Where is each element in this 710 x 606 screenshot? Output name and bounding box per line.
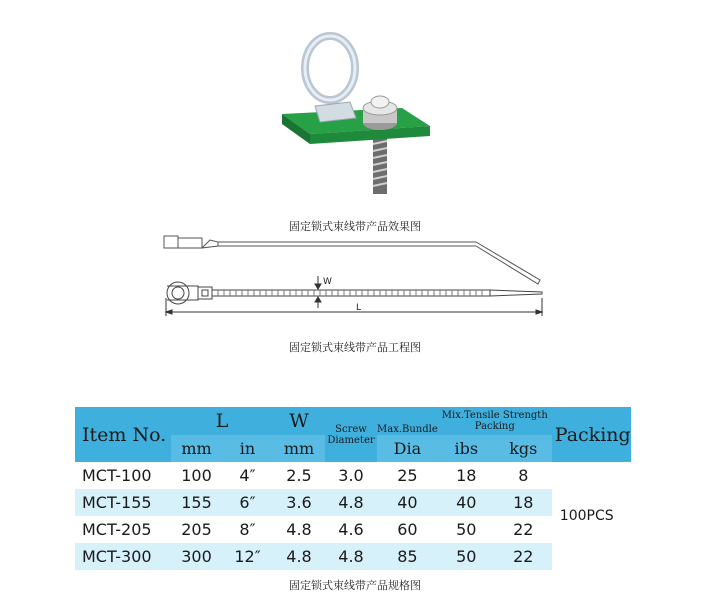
screw-head [363,96,397,130]
caption-engineering: 固定锁式束线带产品工程图 [289,341,421,354]
spec-table [75,407,631,570]
table-header-row-1 [75,407,631,435]
cell-item: MCT-300 [82,547,152,566]
cable-tie-loop [305,36,356,122]
cell-kgs: 22 [513,520,534,539]
cell-dia: 40 [397,493,418,512]
cell-screw: 3.0 [338,466,364,485]
cell-lbs: 40 [456,493,477,512]
cell-lbs: 50 [456,547,477,566]
cell-packing: 100PCS [552,462,631,570]
cell-kgs: 18 [513,493,534,512]
header-bundle-dia: Dia [377,435,438,462]
cell-kgs: 22 [513,547,534,566]
header-length-mm: mm [171,435,222,462]
cell-lbs: 18 [456,466,477,485]
caption-effect: 固定锁式束线带产品效果图 [289,220,421,233]
cell-mm: 300 [181,547,212,566]
cell-in: 8″ [239,520,256,539]
cell-screw: 4.6 [338,520,364,539]
cell-dia: 25 [397,466,418,485]
header-max-bundle: Max.Bundle [377,407,438,435]
header-item-no: Item No. [75,407,171,462]
tie-top-view [167,282,542,304]
cell-w: 4.8 [286,547,312,566]
width-label: W [323,277,332,287]
cell-screw: 4.8 [338,547,364,566]
product-illustration [270,28,440,198]
length-label: L [356,303,362,313]
screw-thread [373,138,387,194]
cell-item: MCT-205 [82,520,152,539]
cell-mm: 100 [181,466,212,485]
caption-spec: 固定锁式束线带产品规格图 [289,579,421,592]
cell-item: MCT-100 [82,466,152,485]
header-packing: Packing [552,407,631,462]
header-screw-diameter: Screw Diameter [325,407,377,462]
length-dimension [166,298,542,316]
cell-w: 2.5 [286,466,312,485]
header-length-in: in [222,435,273,462]
header-width-mm: mm [273,435,325,462]
table-row [75,543,631,570]
cell-lbs: 50 [456,520,477,539]
tie-teeth [218,290,482,296]
cell-item: MCT-155 [82,493,152,512]
cell-in: 12″ [234,547,261,566]
header-tensile-kgs: kgs [495,435,552,462]
header-tensile: Mix.Tensile Strength Packing [438,407,552,435]
tie-side-view [164,236,540,284]
cell-in: 6″ [239,493,256,512]
cell-dia: 85 [397,547,418,566]
cell-screw: 4.8 [338,493,364,512]
cell-w: 4.8 [286,520,312,539]
cell-w: 3.6 [286,493,312,512]
cell-in: 4″ [239,466,256,485]
cell-dia: 60 [397,520,418,539]
header-tensile-lbs: ibs [438,435,495,462]
engineering-drawing [158,226,550,326]
cell-mm: 205 [181,520,212,539]
cell-mm: 155 [181,493,212,512]
cell-kgs: 8 [518,466,529,485]
header-length: L [171,407,273,435]
table-row [75,489,631,516]
header-width: W [273,407,325,435]
table-row [75,516,631,543]
table-row [75,462,631,489]
circuit-board [282,108,430,144]
